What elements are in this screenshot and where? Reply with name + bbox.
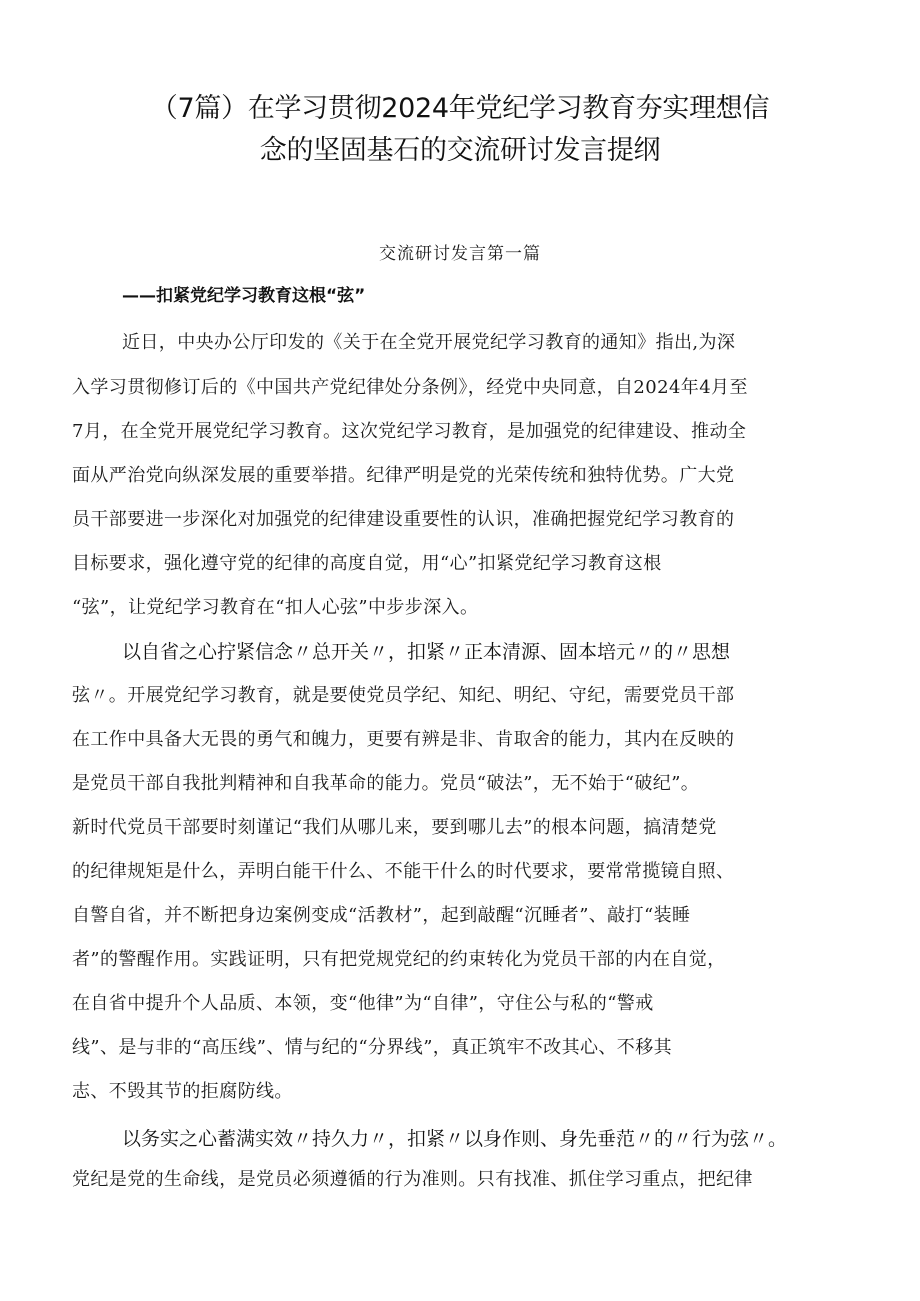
document-title-line-2: 念的坚固基石的交流研讨发言提纲	[259, 135, 661, 166]
paragraph-line: 是党员干部自我批判精神和自我革命的能力。党员“破法”，无不始于“破纪”。	[72, 773, 700, 794]
section-heading: 以务实之心蓄满实效〃持久力〃，扣紧〃以身作则、身先垂范〃的〃行为弦〃。	[122, 1128, 788, 1150]
paragraph-line: 目标要求，强化遵守党的纪律的高度自觉，用“心”扣紧党纪学习教育这根	[72, 553, 662, 574]
paragraph-line: 面从严治党向纵深发展的重要举措。纪律严明是党的光荣传统和独特优势。广大党	[72, 465, 735, 486]
lead-heading: ——扣紧党纪学习教育这根“弦”	[122, 286, 366, 306]
paragraph-line: 志、不毁其节的拒腐防线。	[72, 1081, 293, 1102]
paragraph-line: 党纪是党的生命线，是党员必须遵循的行为准则。只有找准、抓住学习重点，把纪律	[72, 1169, 753, 1190]
paragraph-line: 在工作中具备大无畏的勇气和魄力，更要有辨是非、肯取舍的能力，其内在反映的	[72, 729, 735, 750]
document-title-line-1: （7篇）在学习贯彻2024年党纪学习教育夯实理想信	[150, 93, 770, 124]
paragraph-line: 线”、是与非的“高压线”、情与纪的“分界线”，真正筑牢不改其心、不移其	[72, 1037, 673, 1058]
paragraph-line: 7月，在全党开展党纪学习教育。这次党纪学习教育，是加强党的纪律建设、推动全	[72, 421, 747, 442]
paragraph-line: 者”的警醒作用。实践证明，只有把党规党纪的约束转化为党员干部的内在自觉，	[72, 949, 726, 970]
paragraph-line: 新时代党员干部要时刻谨记“我们从哪儿来，要到哪儿去”的根本问题，搞清楚党	[72, 817, 717, 838]
paragraph-line: 在自省中提升个人品质、本领，变“他律”为“自律”，守住公与私的“警戒	[72, 993, 654, 1014]
paragraph-line: “弦”，让党纪学习教育在“扣人心弦”中步步深入。	[72, 597, 479, 618]
paragraph-line: 自警自省，并不断把身边案例变成“活教材”，起到敲醒“沉睡者”、敲打“装睡	[72, 905, 691, 926]
paragraph-line: 近日，中央办公厅印发的《关于在全党开展党纪学习教育的通知》指出,为深	[122, 332, 736, 353]
section-heading: 以自省之心拧紧信念〃总开关〃，扣紧〃正本清源、固本培元〃的〃思想	[122, 641, 731, 663]
paragraph-line: 的纪律规矩是什么，弄明白能干什么、不能干什么的时代要求，要常常揽镜自照、	[72, 861, 735, 882]
paragraph-line: 员干部要进一步深化对加强党的纪律建设重要性的认识，准确把握党纪学习教育的	[72, 509, 735, 530]
section-subtitle: 交流研讨发言第一篇	[379, 244, 541, 264]
paragraph-line: 弦〃。开展党纪学习教育，就是要使党员学纪、知纪、明纪、守纪，需要党员干部	[72, 685, 735, 706]
paragraph-line: 入学习贯彻修订后的《中国共产党纪律处分条例》，经党中央同意，自2024年4月至	[72, 377, 748, 398]
